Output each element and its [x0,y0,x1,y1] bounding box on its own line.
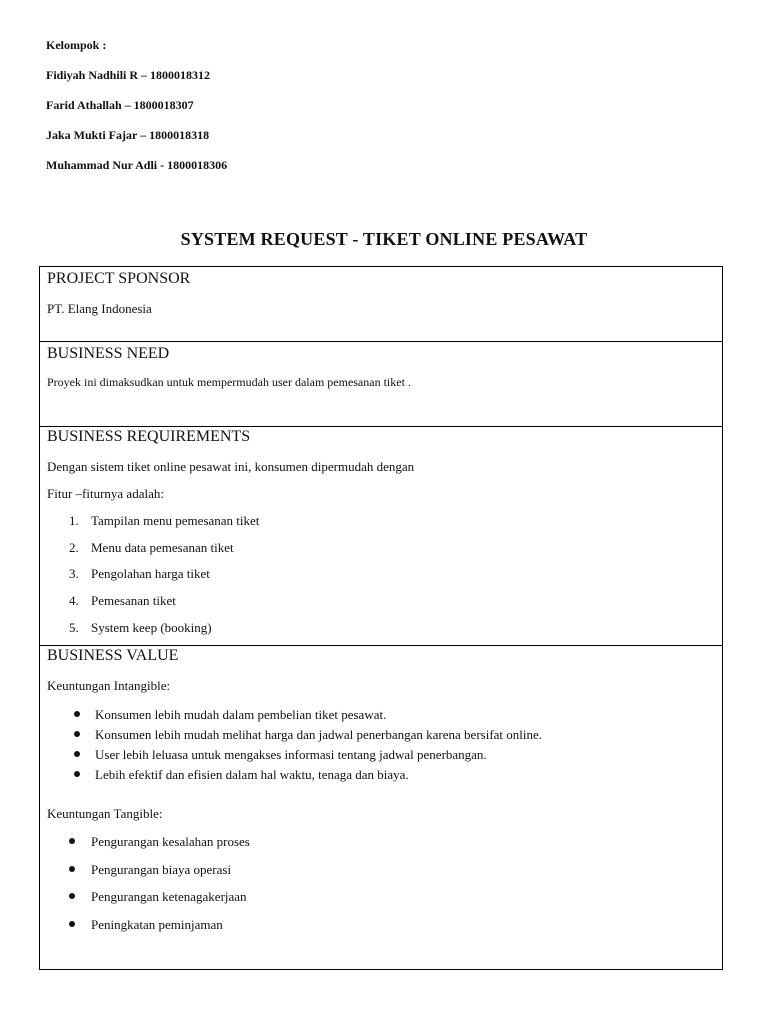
requirements-intro: Dengan sistem tiket online pesawat ini, konsumen dipermudah dengan [47,459,415,474]
features-label: Fitur –fiturnya adalah: [47,486,164,501]
list-item: 3. Pengolahan harga tiket [69,566,210,581]
bullet-icon [74,731,80,737]
list-item: Pengurangan kesalahan proses [69,834,250,850]
list-item: Lebih efektif dan efisien dalam hal waktu, tenaga dan biaya. [74,767,409,783]
bullet-icon [69,866,75,872]
list-item: Konsumen lebih mudah melihat harga dan jadwal penerbangan karena bersifat online. [74,727,542,743]
intangible-label: Keuntungan Intangible: [47,678,171,693]
list-item: Pengurangan biaya operasi [69,862,231,878]
section-heading: BUSINESS REQUIREMENTS [47,428,251,445]
list-item: User lebih leluasa untuk mengakses informasi tentang jadwal penerbangan. [74,747,487,763]
bullet-icon [74,711,80,717]
tangible-label: Keuntungan Tangible: [47,806,163,821]
bullet-icon [74,751,80,757]
bullet-icon [69,838,75,844]
list-item: 1. Tampilan menu pemesanan tiket [69,513,260,528]
business-requirements-section [40,426,722,645]
group-member: Fidiyah Nadhili R – 1800018312 [46,68,211,82]
list-item: Pengurangan ketenagakerjaan [69,889,247,905]
section-text: Proyek ini dimaksudkan untuk mempermudah user dalam pemesanan tiket . [47,375,411,389]
business-value-section [40,645,722,969]
business-need-section [40,341,722,426]
section-text: PT. Elang Indonesia [47,301,152,316]
section-heading: BUSINESS NEED [47,345,170,362]
section-heading: PROJECT SPONSOR [47,270,191,287]
list-item: 2. Menu data pemesanan tiket [69,540,234,555]
group-member: Farid Athallah – 1800018307 [46,98,194,112]
group-member: Jaka Mukti Fajar – 1800018318 [46,128,210,142]
bullet-icon [74,771,80,777]
list-item: Peningkatan peminjaman [69,917,223,933]
group-member: Muhammad Nur Adli - 1800018306 [46,158,228,172]
list-item: 5. System keep (booking) [69,620,212,635]
list-item: 4. Pemesanan tiket [69,593,176,608]
system-request-table [39,266,723,970]
bullet-icon [69,893,75,899]
bullet-icon [69,921,75,927]
project-sponsor-section [40,267,722,341]
document-title: SYSTEM REQUEST - TIKET ONLINE PESAWAT [180,229,588,249]
section-heading: BUSINESS VALUE [47,647,179,664]
group-label: Kelompok : [46,38,107,52]
list-item: Konsumen lebih mudah dalam pembelian tiket pesawat. [74,707,386,723]
